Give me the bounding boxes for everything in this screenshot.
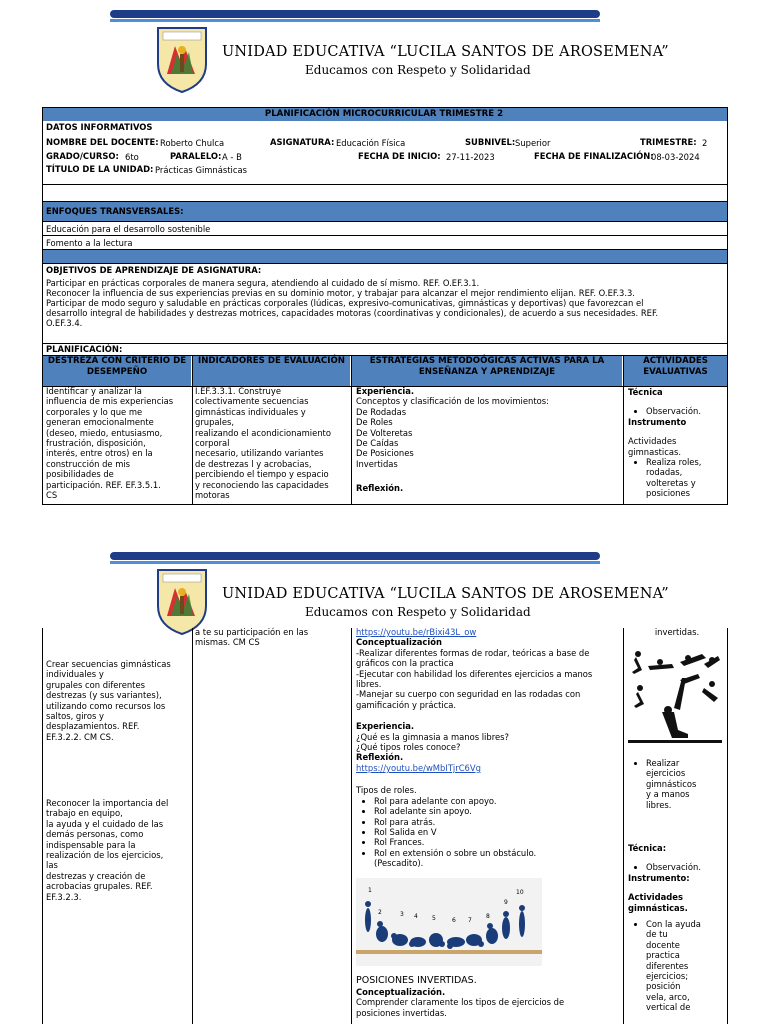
objetivo-line: Reconocer la influencia de sus experiencias previas en su dominio motor, y trabajar para alcanzar el mejor rendimiento elijan. REF. O.EF.3.3. xyxy=(46,288,635,298)
text-line: la ayuda y el cuidado de las xyxy=(46,818,164,829)
col-header-estrategias xyxy=(352,356,622,386)
text-line: gimnasticas. xyxy=(628,446,681,457)
enfoque-2: Fomento a la lectura xyxy=(46,238,133,248)
text-line: -Realizar diferentes formas de rodar, teóricas a base de xyxy=(356,647,590,658)
tecnica-label: Técnica: xyxy=(628,843,667,853)
experiencia-label: Experiencia. xyxy=(356,721,415,732)
header-decor-line-thin xyxy=(110,19,600,22)
text-line: libres. xyxy=(356,679,382,690)
text-line: demás personas, como xyxy=(46,829,144,840)
datos-label: DATOS INFORMATIVOS xyxy=(46,122,153,132)
estrategias-cell xyxy=(356,386,621,504)
objetivo-line: O.EF.3.4. xyxy=(46,318,83,328)
text-line: corporal xyxy=(195,438,230,449)
tecnica-list xyxy=(628,862,726,872)
ayuda-list xyxy=(628,919,726,1013)
docente-label: NOMBRE DEL DOCENTE: xyxy=(46,137,159,147)
col-header-indicadores-text: INDICADORES DE EVALUACIÓN xyxy=(198,356,345,366)
text-line: EF.3.2.3. xyxy=(46,891,82,902)
text-line: De Posiciones xyxy=(356,448,414,459)
list-item: • Con la ayuda de tu docente practica diferentes ejercicios; posición vela, arco, vertical de xyxy=(646,919,726,1013)
grado-label: GRADO/CURSO: xyxy=(46,151,119,161)
subnivel-label: SUBNIVEL: xyxy=(465,137,516,147)
posiciones-title: POSICIONES INVERTIDAS. xyxy=(356,975,477,986)
roles-list xyxy=(356,796,621,869)
text-line: interés, entre otros) en la xyxy=(46,448,153,459)
text-line: Reconocer la importancia del xyxy=(46,798,169,808)
paralelo-value: A - B xyxy=(222,152,242,162)
reflexion-label: Reflexión. xyxy=(356,752,404,763)
col-header-actividades xyxy=(624,356,727,386)
text-line: gráficos con la practica xyxy=(356,658,454,669)
actividades-cell xyxy=(628,387,726,504)
text-line: motoras xyxy=(195,490,230,501)
fecha-fin-label: FECHA DE FINALIZACIÓN: xyxy=(534,151,654,161)
col-header-indicadores xyxy=(193,356,350,386)
figure-number: 7 xyxy=(468,917,472,924)
col-line xyxy=(351,628,352,1024)
figure-number: 5 xyxy=(432,915,436,922)
enfoque-1: Educación para el desarrollo sostenible xyxy=(46,224,211,234)
text-line: De Caídas xyxy=(356,438,399,449)
text-line: desplazamientos. REF. xyxy=(46,721,140,732)
text-line: ¿Qué es la gimnasia a manos libres? xyxy=(356,731,509,742)
school-shield-logo xyxy=(155,566,209,636)
text-line: las xyxy=(46,860,58,871)
docente-value: Roberto Chulca xyxy=(160,138,225,148)
text-line: -Ejecutar con habilidad los diferentes ejercicios a manos xyxy=(356,668,593,679)
titulo-label: TÍTULO DE LA UNIDAD: xyxy=(46,164,154,174)
text-line: -Manejar su cuerpo con seguridad en las rodadas con xyxy=(356,689,581,700)
header-decor-line-thin xyxy=(110,561,600,564)
col-line xyxy=(192,355,193,505)
figure-number: 2 xyxy=(378,909,382,916)
objetivos-label: OBJETIVOS DE APRENDIZAJE DE ASIGNATURA: xyxy=(46,265,262,275)
text-line: realización de los ejercicios, xyxy=(46,850,164,861)
asignatura-label: ASIGNATURA: xyxy=(270,137,335,147)
video-link-2[interactable]: https://youtu.be/wMbITjrC6Vg xyxy=(356,762,481,773)
text-line: construcción de mis xyxy=(46,458,131,469)
text-line: CS xyxy=(46,490,58,501)
text-line: De Roles xyxy=(356,417,393,428)
school-motto: Educamos con Respeto y Solidaridad xyxy=(305,63,531,77)
text-line: corporales y lo que me xyxy=(46,406,143,417)
text-line: colectivamente secuencias xyxy=(195,396,309,407)
objetivo-line: Participar de modo seguro y saludable en prácticas corporales (lúdicas, expresivo-comunicativas, gimnásticas y deportivas) que favorezcan el xyxy=(46,298,644,308)
trimestre-label: TRIMESTRE: xyxy=(640,137,697,147)
objetivo-line: desarrollo integral de habilidades y destrezas motrices, capacidades motoras (coordinativas y condicionales), de acuerdo a sus necesidades. REF. xyxy=(46,308,659,318)
text-line: posibilidades de xyxy=(46,469,114,480)
fecha-fin-value: 08-03-2024 xyxy=(651,152,700,162)
col-line xyxy=(727,628,728,1024)
col-line xyxy=(351,355,352,505)
list-item: • Rol adelante sin apoyo. xyxy=(374,806,621,816)
text-line: a te su participación en las xyxy=(195,627,309,637)
list-item: (Pescadito). xyxy=(374,858,424,869)
text-line: realizando el acondicionamiento xyxy=(195,427,331,438)
divider xyxy=(42,355,728,356)
text-line: destrezas y creación de xyxy=(46,870,146,881)
text-line: saltos, giros y xyxy=(46,711,104,722)
list-item: • Realizar ejercicios gimnásticos y a manos libres. xyxy=(646,758,726,810)
indicador-continued xyxy=(195,627,350,648)
col4-continued: invertidas. xyxy=(654,627,700,637)
text-line: y reconociendo las capacidades xyxy=(195,479,329,490)
paralelo-label: PARALELO: xyxy=(170,151,222,161)
text-line: frustración, disposición, xyxy=(46,438,146,449)
subnivel-value: Superior xyxy=(515,138,551,148)
text-line: necesario, utilizando variantes xyxy=(195,448,324,459)
text-line: De Volteretas xyxy=(356,427,413,438)
figure-number: 4 xyxy=(414,913,418,920)
text-line: EF.3.2.2. CM CS. xyxy=(46,731,114,742)
conceptualizacion-label: Conceptualización xyxy=(356,637,442,648)
col-header-estrategias-text: ESTRATEGIAS METODOÓGICAS ACTIVAS PARA LA ENSEÑANZA Y APRENDIZAJE xyxy=(369,356,605,377)
video-link-1[interactable]: https://youtu.be/rBixi43L_ow xyxy=(356,627,477,637)
text-line: acrobacias grupales. REF. xyxy=(46,881,153,892)
text-line: Actividades xyxy=(628,436,677,447)
school-shield-logo xyxy=(155,24,209,94)
grado-value: 6to xyxy=(125,152,139,162)
text-line: gimnásticas. xyxy=(628,902,688,913)
school-name: UNIDAD EDUCATIVA “LUCILA SANTOS DE AROSEMENA” xyxy=(222,586,669,602)
school-motto: Educamos con Respeto y Solidaridad xyxy=(305,605,531,619)
enfoques-label: ENFOQUES TRANSVERSALES: xyxy=(46,206,184,216)
tipos-label: Tipos de roles. xyxy=(356,785,417,796)
divider xyxy=(42,263,728,264)
list-item: • Realiza roles, rodadas, volteretas y posiciones xyxy=(646,457,726,499)
tecnica-list xyxy=(628,406,726,416)
text-line: percibiendo el tiempo y espacio xyxy=(195,469,329,480)
text-line: destrezas (y sus variantes), xyxy=(46,690,162,701)
text-line: de destrezas l y acrobacias, xyxy=(195,458,312,469)
header-decor-line xyxy=(110,10,600,18)
text-line: posiciones invertidas. xyxy=(356,1007,447,1018)
tecnica-label: Técnica xyxy=(628,387,663,397)
figure-number: 6 xyxy=(452,917,456,924)
divider xyxy=(42,343,728,344)
roles-list xyxy=(628,457,726,499)
list-item: • Rol en extensión o sobre un obstáculo. xyxy=(374,848,621,858)
list-item: • Observación. xyxy=(646,862,726,872)
trimestre-value: 2 xyxy=(702,138,708,148)
text-line: Conceptos y clasificación de los movimientos: xyxy=(356,396,549,407)
fecha-inicio-value: 27-11-2023 xyxy=(446,152,495,162)
text-line: grupales con diferentes xyxy=(46,679,145,690)
divider xyxy=(42,221,728,222)
objetivo-line: Participar en prácticas corporales de manera segura, atendiendo al cuidado de sí mismo. REF. O.EF.3.1. xyxy=(46,278,480,288)
list-item: • Rol para atrás. xyxy=(374,817,621,827)
spacer-bar xyxy=(43,250,727,263)
planificacion-label: PLANIFICACIÓN: xyxy=(46,344,123,354)
rolls-sequence-figure xyxy=(356,878,542,966)
text-line: grupales, xyxy=(195,417,235,428)
text-line: influencia de mis experiencias xyxy=(46,396,174,407)
instrumento-label: Instrumento: xyxy=(628,872,690,883)
col-line xyxy=(192,628,193,1024)
figure-number: 1 xyxy=(368,887,372,894)
text-line: participación. REF. EF.3.5.1. xyxy=(46,479,161,490)
text-line: mismas. CM CS xyxy=(195,637,260,648)
text-line: Comprender claramente los tipos de ejercicios de xyxy=(356,997,565,1008)
posiciones-block xyxy=(356,987,621,1018)
text-line: Invertidas xyxy=(356,458,398,469)
text-line: gimnásticas individuales y xyxy=(195,406,306,417)
divider xyxy=(42,235,728,236)
text-line: trabajo en equipo, xyxy=(46,808,123,819)
text-line: generan emocionalmente xyxy=(46,417,154,428)
school-name: UNIDAD EDUCATIVA “LUCILA SANTOS DE AROSEMENA” xyxy=(222,44,669,60)
text-line: De Rodadas xyxy=(356,406,407,417)
destreza-cell-3 xyxy=(46,798,191,902)
destreza-cell xyxy=(46,386,191,504)
realizar-block xyxy=(628,758,726,810)
col-header-destreza-text: DESTREZA CON CRITERIO DE DESEMPEÑO xyxy=(47,356,187,377)
conceptualizacion-label: Conceptualización. xyxy=(356,987,446,997)
text-line: Crear secuencias gimnásticas xyxy=(46,659,171,669)
col-header-destreza xyxy=(43,356,191,386)
text-line: (deseo, miedo, entusiasmo, xyxy=(46,427,163,438)
fecha-inicio-label: FECHA DE INICIO: xyxy=(358,151,441,161)
reflexion-label: Reflexión. xyxy=(356,483,404,494)
text-line: individuales y xyxy=(46,669,104,680)
col-line xyxy=(42,628,43,1024)
col-line xyxy=(623,628,624,1024)
text-line: indispensable para la xyxy=(46,839,136,850)
titulo-value: Prácticas Gimnásticas xyxy=(155,165,247,175)
destreza-cell-2 xyxy=(46,659,191,742)
header-decor-line xyxy=(110,552,600,560)
list-item: • Rol para adelante con apoyo. xyxy=(374,796,621,806)
indicador-cell xyxy=(195,386,350,504)
instrumento-label: Instrumento xyxy=(628,416,687,427)
text-line: ¿Qué tipos roles conoce? xyxy=(356,742,461,753)
tecnica-block xyxy=(628,843,726,1013)
realizar-list xyxy=(628,758,726,810)
figure-number: 9 xyxy=(504,899,508,906)
gymnastics-poses-image xyxy=(628,648,722,750)
text-line: gamificación y práctica. xyxy=(356,699,457,710)
list-item: • Rol Salida en V xyxy=(374,827,621,837)
col-header-actividades-text: ACTIVIDADES EVALUATIVAS xyxy=(643,356,708,377)
plan-title: PLANIFICACIÓN MICROCURRICULAR TRIMESTRE 2 xyxy=(264,109,504,119)
asignatura-value: Educación Física xyxy=(336,138,406,148)
col-line xyxy=(623,355,624,505)
text-line: Identificar y analizar la xyxy=(46,386,142,396)
figure-number: 10 xyxy=(516,889,524,896)
text-line: I.EF.3.3.1. Construye xyxy=(195,386,281,396)
figure-number: 8 xyxy=(486,913,490,920)
text-line: Actividades xyxy=(628,892,683,903)
experiencia-label: Experiencia. xyxy=(356,386,415,396)
figure-number: 3 xyxy=(400,911,404,918)
list-item: • Rol Frances. xyxy=(374,837,621,847)
list-item: • Observación. xyxy=(646,406,726,416)
text-line: utilizando como recursos los xyxy=(46,700,166,711)
divider xyxy=(42,184,728,185)
